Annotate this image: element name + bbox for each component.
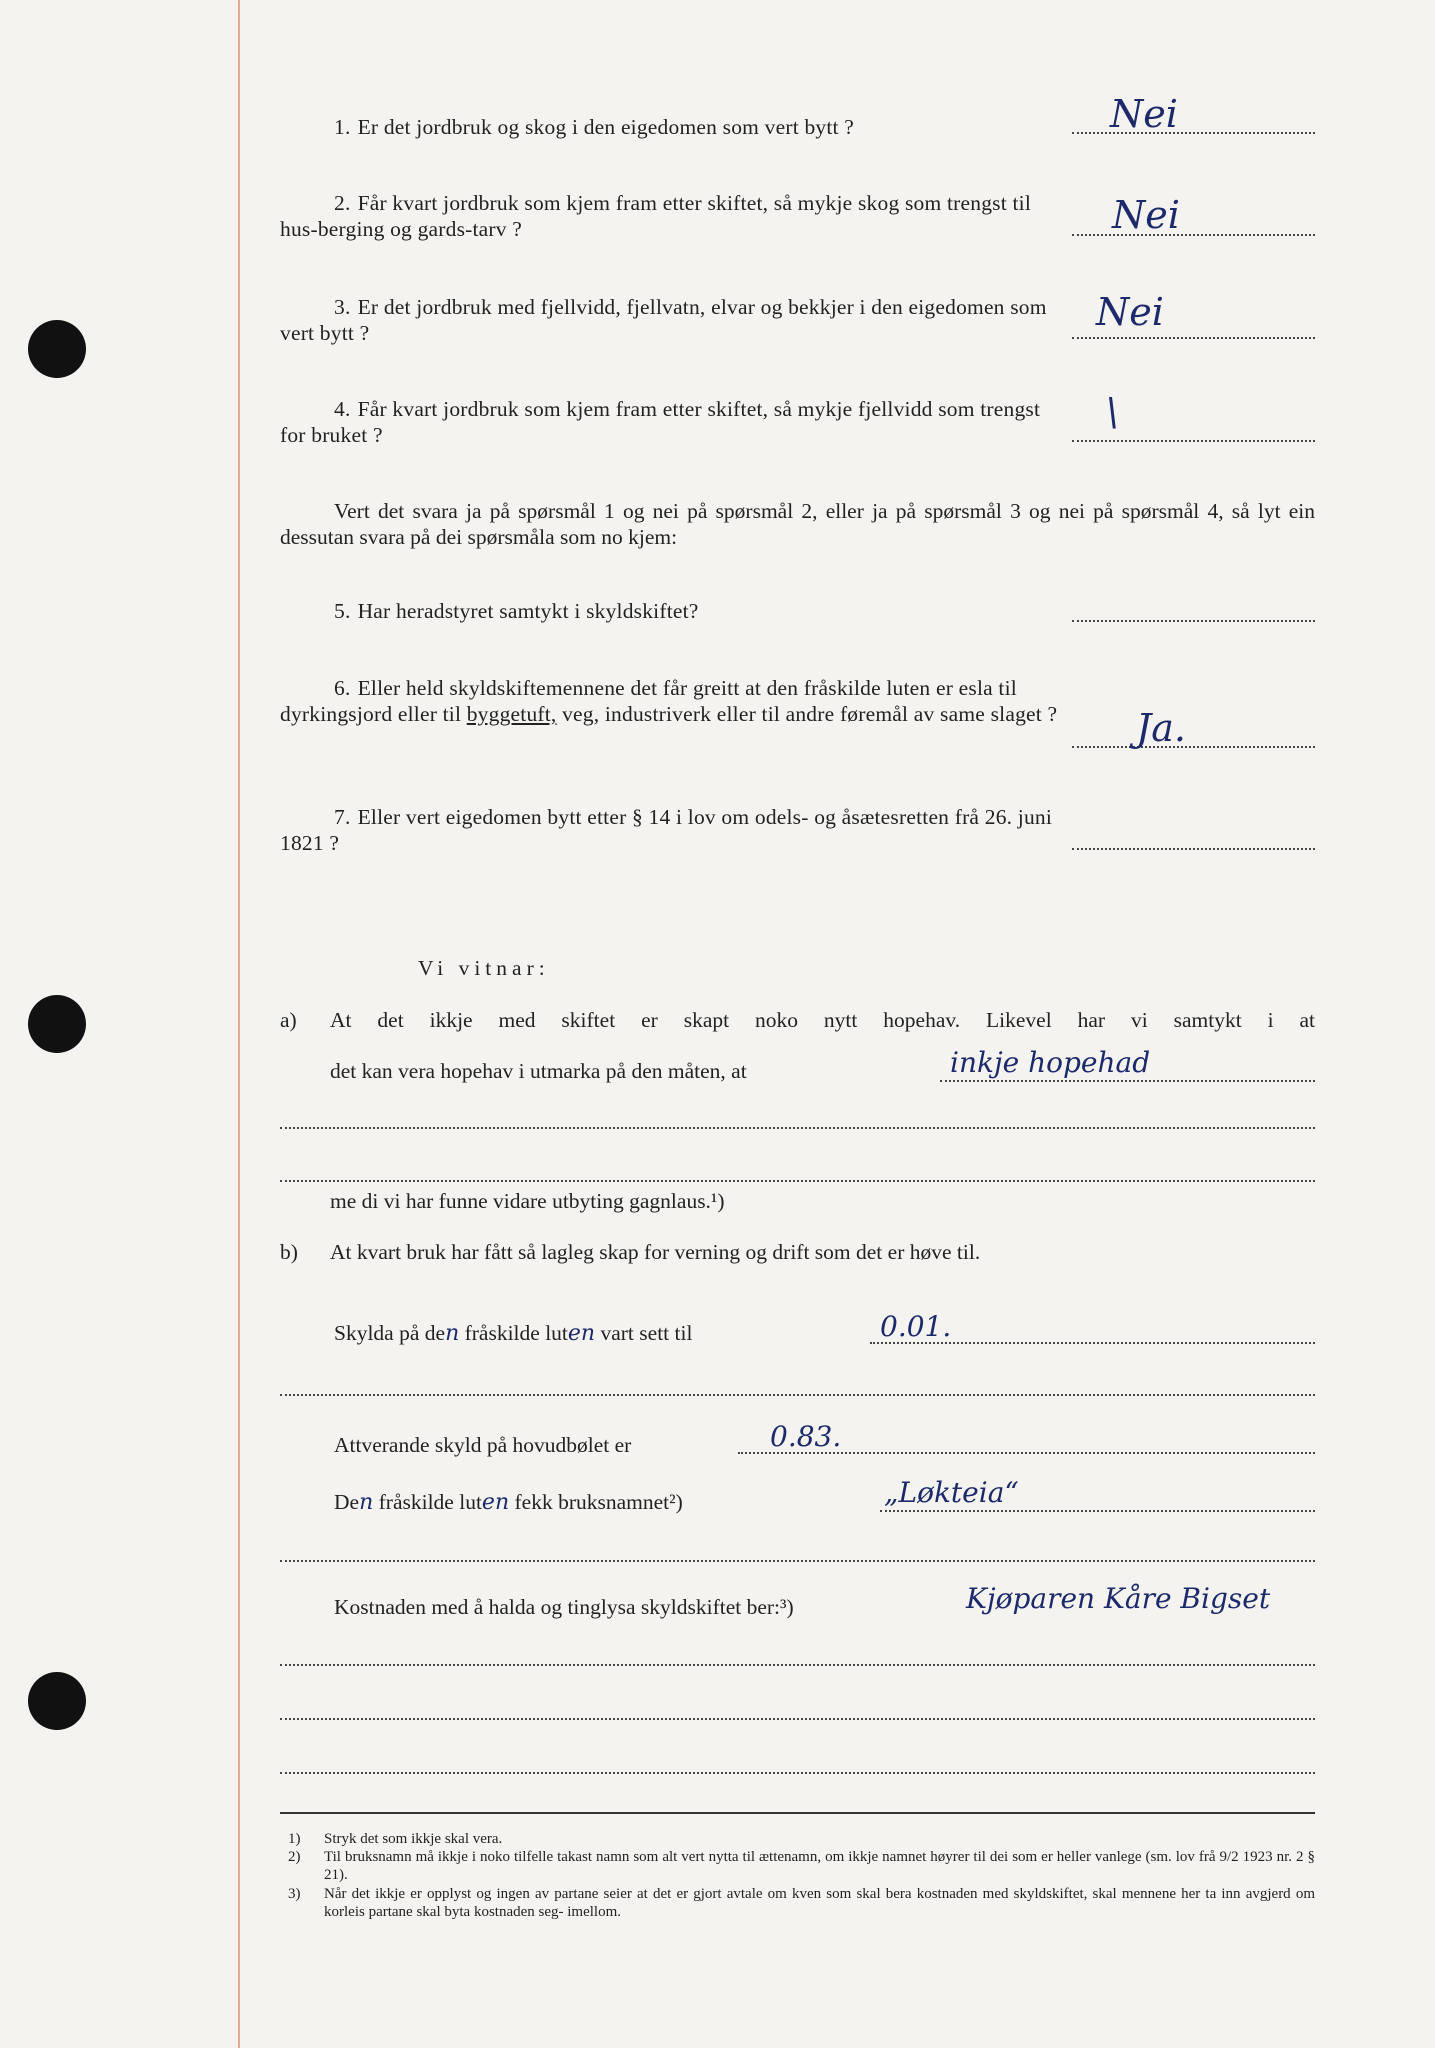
bruksnamn-answer-line[interactable]	[880, 1510, 1315, 1512]
witness-b-label: b)	[280, 1240, 298, 1264]
footnote-mark: 2)	[288, 1849, 301, 1865]
punch-hole	[28, 995, 86, 1053]
bruksnamn-value: „Løkteia“	[884, 1476, 1019, 1509]
question-6	[280, 675, 1060, 727]
footnote-mark: 3)	[288, 1886, 301, 1902]
question-5	[280, 598, 1060, 624]
kostnad-line-1[interactable]	[280, 1664, 1315, 1666]
question-7	[280, 804, 1060, 856]
footnote-1	[290, 1830, 1315, 1848]
question-2	[280, 190, 1060, 242]
bruksnamn-label-part: fråskilde lut	[373, 1490, 482, 1514]
skyld-value: 0.01.	[880, 1310, 952, 1343]
kostnad-line-3[interactable]	[280, 1772, 1315, 1774]
footnote-rule	[280, 1812, 1315, 1814]
question-number: 2.	[334, 191, 351, 215]
attverande-label: Attverande skyld på hovudbølet er	[334, 1433, 632, 1457]
question-3	[280, 294, 1060, 346]
question-number: 1.	[334, 115, 351, 139]
witness-a-extra-line-1[interactable]	[280, 1127, 1315, 1129]
skyld-extra-line[interactable]	[280, 1394, 1315, 1396]
answer-1: Nei	[1110, 92, 1178, 136]
witness-b-text: At kvart bruk har fått så lagleg skap for verning og drift som det er høve til.	[330, 1240, 981, 1264]
witness-a-end: me di vi har funne vidare utbyting gagnlaus.¹)	[330, 1189, 725, 1213]
question-number: 4.	[334, 397, 351, 421]
answer-line-1[interactable]	[1072, 132, 1315, 134]
answer-2: Nei	[1112, 193, 1180, 237]
skyld-label-hand: n	[445, 1321, 460, 1346]
question-text: Får kvart jordbruk som kjem fram etter skiftet, så mykje skog som trengst til hus-berging og gards-tarv ?	[280, 191, 1031, 241]
underlined-word: byggetuft,	[466, 702, 557, 726]
footnote-text: Til bruksnamn må ikkje i noko tilfelle takast namn som alt vert nytta til ættenamn, om ikkje namnet høyrer til dei som er heller vanlege (sm. lov frå 9/2 1923 nr. 2 § 21).	[324, 1849, 1315, 1883]
question-number: 5.	[334, 599, 351, 623]
question-text: Har heradstyret samtykt i skyldskiftet?	[357, 599, 699, 623]
bruksnamn-label	[334, 1489, 683, 1516]
punch-hole	[28, 320, 86, 378]
question-text: Er det jordbruk med fjellvidd, fjellvatn, elvar og bekkjer i den eigedomen som vert bytt ?	[280, 295, 1047, 345]
skyld-label-part: vart sett til	[595, 1321, 693, 1345]
answer-3: Nei	[1096, 290, 1164, 334]
footnote-text: Når det ikkje er opplyst og ingen av partane seier at det er gjort avtale om kven som skal bera kostnaden med skyldskiftet, skal mennene her ta inn avgjerd om korleis partane skal byta kostnaden seg- imellom.	[324, 1886, 1315, 1920]
bruksnamn-label-hand: en	[481, 1490, 510, 1515]
skyld-label-part: Skylda på de	[334, 1321, 446, 1345]
witness-a-answer: inkje hopehad	[950, 1046, 1151, 1079]
witness-a-extra-line-2[interactable]	[280, 1180, 1315, 1182]
footnote-2	[290, 1848, 1315, 1884]
question-number: 6.	[334, 676, 351, 700]
skyld-label-part: fråskilde lut	[459, 1321, 568, 1345]
question-text: Er det jordbruk og skog i den eigedomen som vert bytt ?	[357, 115, 855, 139]
kostnad-label: Kostnaden med å halda og tinglysa skyldskiftet ber:³)	[334, 1595, 794, 1619]
kostnad-value: Kjøparen Kåre Bigset	[966, 1582, 1271, 1615]
intro-paragraph: Vert det svara ja på spørsmål 1 og nei på spørsmål 2, eller ja på spørsmål 3 og nei på spørsmål 4, så lyt ein dessutan svara på dei spørsmåla som no kjem:	[280, 499, 1315, 549]
punch-hole	[28, 1672, 86, 1730]
witness-a-answer-line[interactable]	[940, 1080, 1315, 1082]
answer-line-3[interactable]	[1072, 337, 1315, 339]
answer-4: \	[1106, 390, 1119, 434]
answer-6: Ja.	[1136, 706, 1186, 750]
witness-a-label: a)	[280, 1008, 297, 1032]
witness-a-line2: det kan vera hopehav i utmarka på den måten, at	[330, 1059, 747, 1083]
bruksnamn-label-hand: n	[359, 1490, 374, 1515]
answer-line-6[interactable]	[1072, 746, 1315, 748]
margin-line	[238, 0, 240, 2048]
footnote-text: Stryk det som ikkje skal vera.	[324, 1831, 503, 1847]
skyld-label	[334, 1320, 692, 1347]
witness-heading: Vi vitnar:	[418, 956, 550, 980]
skyld-label-hand: en	[567, 1321, 596, 1346]
answer-line-5[interactable]	[1072, 620, 1315, 622]
question-text: Får kvart jordbruk som kjem fram etter skiftet, så mykje fjellvidd som trengst for bruket ?	[280, 397, 1041, 447]
question-number: 3.	[334, 295, 351, 319]
bruksnamn-extra-line[interactable]	[280, 1560, 1315, 1562]
question-text: Eller held skyldskiftemennene det får greitt at den fråskilde luten er esla til dyrkingsjord eller til	[280, 676, 1017, 726]
question-text: Eller vert eigedomen bytt etter § 14 i lov om odels- og åsætesretten frå 26. juni 1821 ?	[280, 805, 1053, 855]
witness-a-text: At det ikkje med skiftet er skapt noko nytt hopehav. Likevel har vi samtykt i at	[330, 1008, 1315, 1032]
answer-line-2[interactable]	[1072, 234, 1315, 236]
question-1	[280, 114, 1070, 140]
attverande-value: 0.83.	[770, 1420, 842, 1453]
answer-line-7[interactable]	[1072, 848, 1315, 850]
bruksnamn-label-part: fekk bruksnamnet²)	[509, 1490, 683, 1514]
footnote-3	[290, 1885, 1315, 1921]
question-text: veg, industriverk eller til andre føremål av same slaget ?	[556, 702, 1058, 726]
kostnad-line-2[interactable]	[280, 1718, 1315, 1720]
question-4	[280, 396, 1060, 448]
question-number: 7.	[334, 805, 351, 829]
answer-line-4[interactable]	[1072, 440, 1315, 442]
footnote-mark: 1)	[288, 1831, 301, 1847]
bruksnamn-label-part: De	[334, 1490, 360, 1514]
